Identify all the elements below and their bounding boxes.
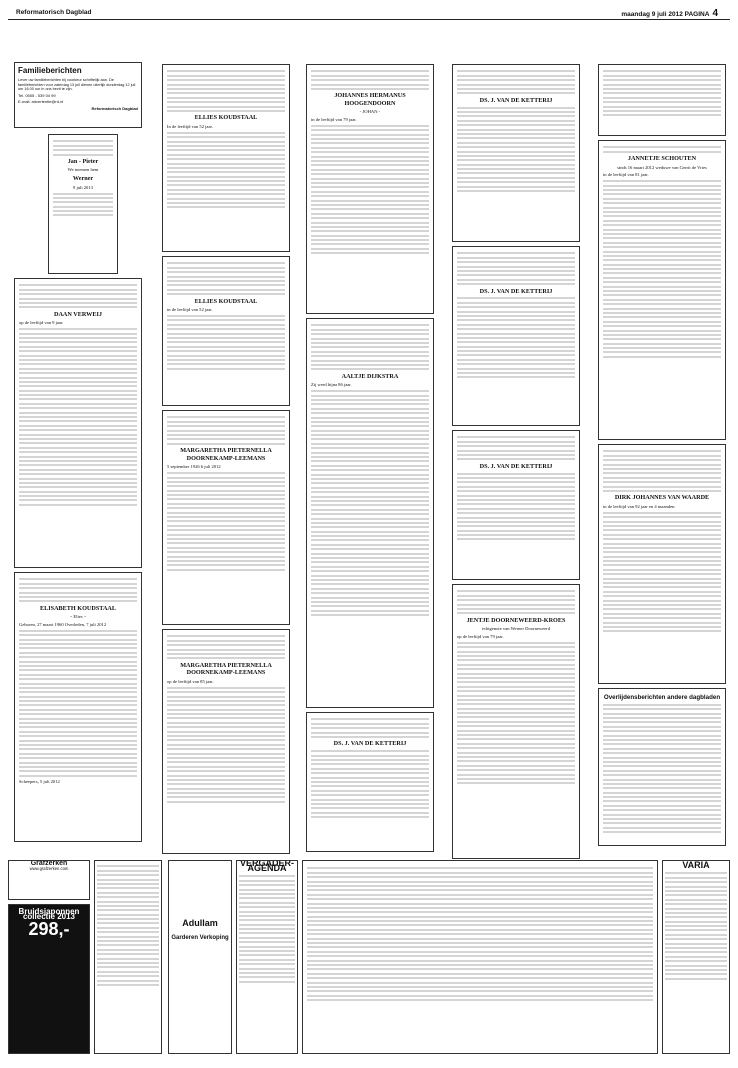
birth-date: 9 juli 2013 [73, 184, 93, 190]
ketterij-name-1: DS. J. VAN DE KETTERIJ [333, 740, 407, 748]
waarde-name: DIRK JOHANNES VAN WAARDE [614, 494, 710, 502]
ellies-name-1: ELLIES KOUDSTAAL [194, 114, 258, 122]
waarde-age: in de leeftijd van 92 jaar en 4 maanden. [603, 503, 676, 509]
bruidsjaponnen-ad: Bruidsjaponnen collectie 2013 298,- [8, 904, 90, 1054]
ellies-age-1: In de leeftijd van 52 jaar. [167, 123, 213, 129]
ketterij-announcement-4 [452, 430, 580, 580]
margaretha-date-1: 5 september 1926 6 juli 2012 [167, 464, 221, 470]
elisabeth-sub: ~ Elies ~ [69, 614, 87, 620]
familieberichten-email: E-mail: advertentie@rd.nl [18, 99, 64, 105]
daan-name: DAAN VERWEIJ [54, 310, 102, 318]
paper-name: Reformatorisch Dagblad [16, 9, 92, 16]
familieberichten-title: Familieberichten [18, 66, 82, 75]
birth-we-named: We noemen hem [67, 167, 99, 173]
column-3 [306, 64, 434, 856]
jentje-name: JENTJE DOORNEWEERD-KROES [466, 616, 566, 624]
elisabeth-name: ELISABETH KOUDSTAAL [39, 604, 117, 612]
vergader-agenda: VERGADER-AGENDA [236, 860, 298, 1054]
aaltje-announcement [306, 318, 434, 708]
janneke-name: JANNETJE SCHOUTEN [627, 155, 697, 163]
bottom-ads [8, 860, 730, 1060]
ellies-announcement-2 [162, 256, 290, 406]
birth-names: Jan - Pieter [67, 157, 99, 165]
ellies-announcement-1 [162, 64, 290, 252]
ketterij-name-4: DS. J. VAN DE KETTERIJ [479, 462, 553, 470]
grafzerken-ad: Grafzerken www.grafzerken.com [8, 860, 90, 900]
janneke-announcement [598, 140, 726, 440]
familieberichten-intro: Lever uw familieberichten bij voorkeur schriftelijk aan. De familieberichten voor zaterdag 13 juli dienen uiterlijk donderdag 12 juli om 16.00 uur in ons bezit te zijn. [18, 78, 136, 92]
adullam-ad: Adullam Garderen Verkoping [168, 860, 232, 1054]
assortment-ad [94, 860, 162, 1054]
ellies-name-2: ELLIES KOUDSTAAL [194, 297, 258, 305]
margaretha-age-2: op de leeftijd van 85 jaar. [167, 678, 214, 684]
daan-announcement [14, 278, 142, 568]
column-1 [14, 134, 142, 846]
column-2 [162, 64, 290, 858]
elisabeth-place: Scheepers, 5 juli 2012 [19, 779, 60, 785]
column-4 [452, 64, 580, 863]
ketterij-announcement-1 [306, 712, 434, 852]
varia-box: VARIA [662, 860, 730, 1054]
familieberichten-box [14, 62, 142, 128]
column-5 [598, 64, 726, 850]
elisabeth-announcement [14, 572, 142, 842]
jentje-age: op de leeftijd van 79 jaar. [457, 633, 504, 639]
overlijden-title: Overlijdensberichten andere dagbladen [603, 694, 721, 701]
rd-logo: Reformatorisch Dagblad [91, 105, 138, 111]
page-date: maandag 9 juli 2012 PAGINA 4 [621, 8, 718, 19]
jentje-sub: echtgenote van Werner Doorneweerd [481, 626, 551, 632]
aaltje-age: Zij werd bijna 86 jaar. [311, 382, 352, 388]
page-header [8, 6, 730, 20]
birth-name: Werner [72, 175, 94, 183]
ketterij-announcement-2 [452, 64, 580, 242]
johannes-announcement [306, 64, 434, 314]
verse-box [598, 64, 726, 136]
aaltje-name: AALTJE DIJKSTRA [341, 372, 399, 380]
agenda-grid [302, 860, 658, 1054]
daan-age: op de leeftijd van 9 jaar. [19, 320, 64, 326]
jentje-announcement [452, 584, 580, 859]
ellies-age-2: in de leeftijd van 52 jaar. [167, 307, 213, 313]
johannes-sub: - JOHAN - [359, 109, 381, 115]
margaretha-announcement-2 [162, 629, 290, 854]
johannes-age: in de leeftijd van 79 jaar. [311, 116, 357, 122]
waarde-announcement [598, 444, 726, 684]
margaretha-name-2: MARGARETHA PIETERNELLA DOORNEKAMP-LEEMANS [180, 661, 272, 677]
margaretha-announcement-1 [162, 410, 290, 625]
janneke-age: in de leeftijd van 81 jaar. [603, 172, 649, 178]
elisabeth-born: Geboren, 27 maart 1960 Overleden, 7 juli 2012 [19, 621, 107, 627]
margaretha-name-1: MARGARETHA PIETERNELLA DOORNEKAMP-LEEMANS [180, 447, 272, 462]
overlijden-box [598, 688, 726, 846]
ketterij-name-3: DS. J. VAN DE KETTERIJ [479, 287, 553, 295]
johannes-name: JOHANNES HERMANUS HOOGENDOORN [334, 92, 406, 107]
familieberichten-phone: Tel. 0555 - 539 04 99 [18, 92, 56, 98]
birth-announcement [48, 134, 118, 274]
janneke-born: sinds 16 maart 2012 weduwe van Gerrit de Vries [617, 164, 707, 170]
ketterij-name-2: DS. J. VAN DE KETTERIJ [479, 96, 553, 104]
ketterij-announcement-3 [452, 246, 580, 426]
